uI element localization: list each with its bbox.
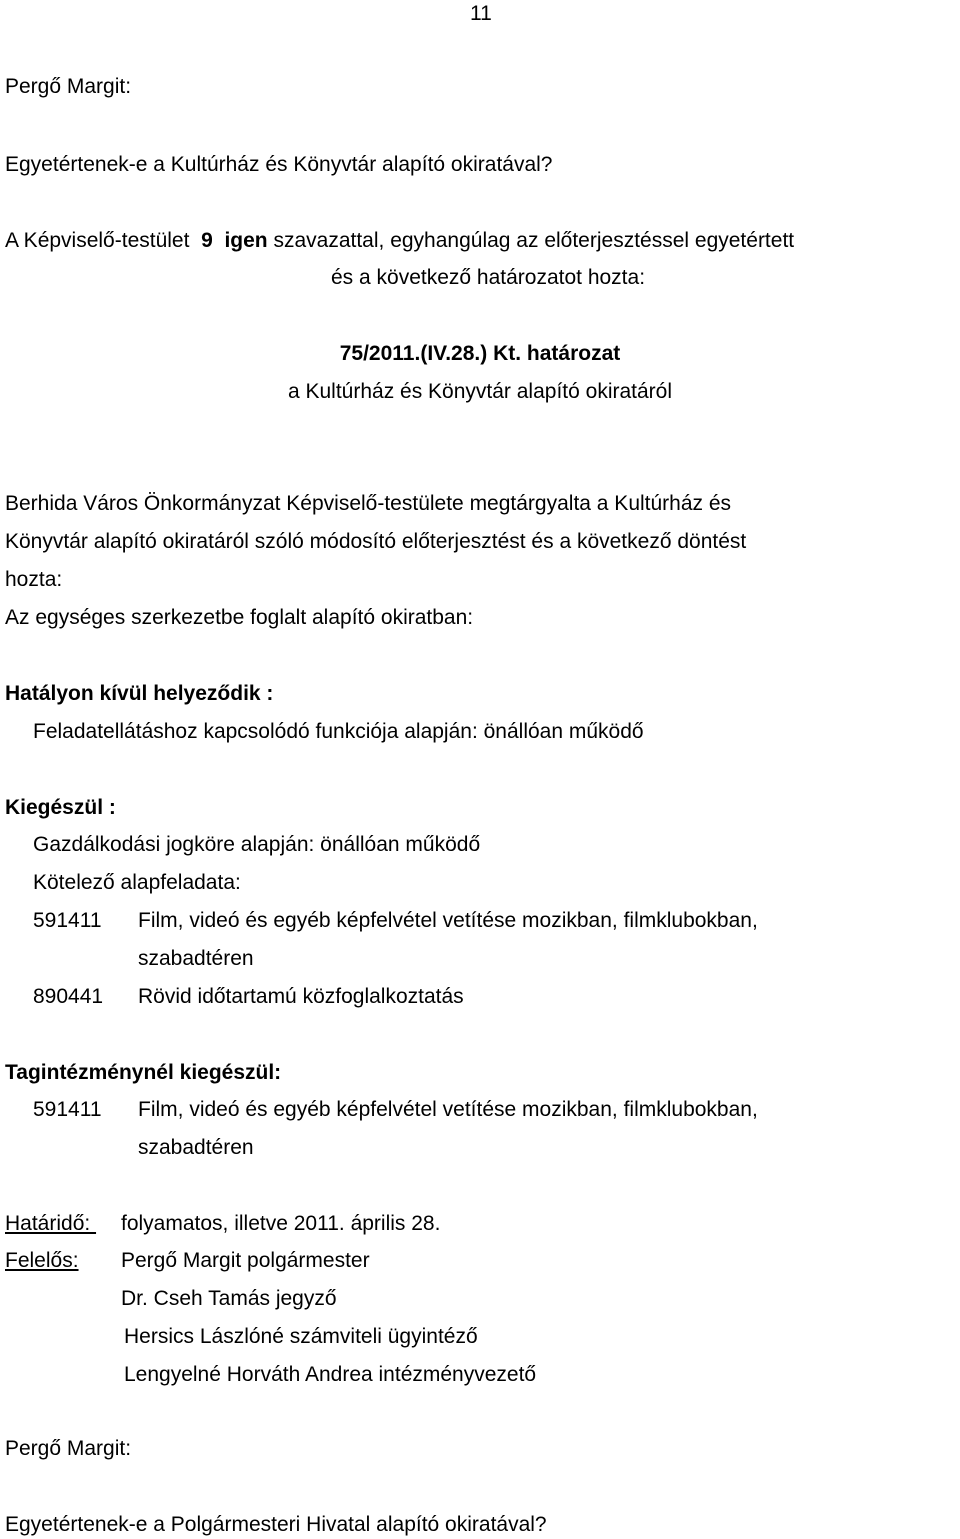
- vote-line: [5, 229, 794, 253]
- speaker-label: Pergő Margit:: [5, 75, 132, 98]
- activity-code: 591411: [33, 1098, 102, 1121]
- resolution-subject: a Kultúrház és Könyvtár alapító okiratáról: [287, 380, 673, 403]
- body-line: Berhida Város Önkormányzat Képviselő-testülete megtárgyalta a Kultúrház és: [5, 492, 732, 515]
- resolution-number: 75/2011.(IV.28.) Kt. határozat: [339, 342, 621, 365]
- activity-text-cont: szabadtéren: [138, 1136, 254, 1159]
- section-item: Gazdálkodási jogköre alapján: önállóan működő: [33, 833, 481, 856]
- vote-prefix: A Képviselő-testület: [5, 229, 202, 252]
- activity-text: Film, videó és egyéb képfelvétel vetítése mozikban, filmklubokban,: [138, 1098, 758, 1121]
- body-line: hozta:: [5, 568, 63, 591]
- vote-line-2: és a következő határozatot hozta:: [331, 266, 646, 289]
- deadline-label: Határidő:: [5, 1212, 97, 1235]
- vote-rest: szavazattal, egyhangúlag az előterjesztéssel egyetértett: [267, 229, 795, 252]
- section-item: Feladatellátáshoz kapcsolódó funkciója alapján: önállóan működő: [33, 720, 644, 743]
- question-text: Egyetértenek-e a Polgármesteri Hivatal alapító okiratával?: [5, 1513, 547, 1536]
- activity-code: 591411: [33, 909, 102, 932]
- section-heading: Kiegészül :: [5, 796, 116, 819]
- responsible-name: Dr. Cseh Tamás jegyző: [121, 1287, 337, 1310]
- vote-igen: igen: [224, 229, 268, 252]
- question-text: Egyetértenek-e a Kultúrház és Könyvtár alapító okiratával?: [5, 153, 553, 176]
- body-line: Könyvtár alapító okiratáról szóló módosító előterjesztést és a következő döntést: [5, 530, 747, 553]
- deadline-value: folyamatos, illetve 2011. április 28.: [121, 1212, 441, 1235]
- activity-text-cont: szabadtéren: [138, 947, 254, 970]
- section-heading: Hatályon kívül helyeződik :: [5, 682, 274, 705]
- page-number: 11: [470, 2, 492, 25]
- speaker-label: Pergő Margit:: [5, 1437, 132, 1460]
- section-heading: Tagintézménynél kiegészül:: [5, 1061, 282, 1084]
- body-line: Az egységes szerkezetbe foglalt alapító okiratban:: [5, 606, 474, 629]
- vote-count: 9: [201, 229, 213, 252]
- responsible-label: Felelős:: [5, 1249, 79, 1272]
- activity-text: Film, videó és egyéb képfelvétel vetítése mozikban, filmklubokban,: [138, 909, 758, 932]
- section-item: Kötelező alapfeladata:: [33, 871, 241, 894]
- responsible-name: Hersics Lászlóné számviteli ügyintéző: [124, 1325, 478, 1348]
- responsible-name: Lengyelné Horváth Andrea intézményvezető: [124, 1363, 537, 1386]
- activity-text: Rövid időtartamú közfoglalkoztatás: [138, 985, 464, 1008]
- activity-code: 890441: [33, 985, 104, 1008]
- responsible-name: Pergő Margit polgármester: [121, 1249, 370, 1272]
